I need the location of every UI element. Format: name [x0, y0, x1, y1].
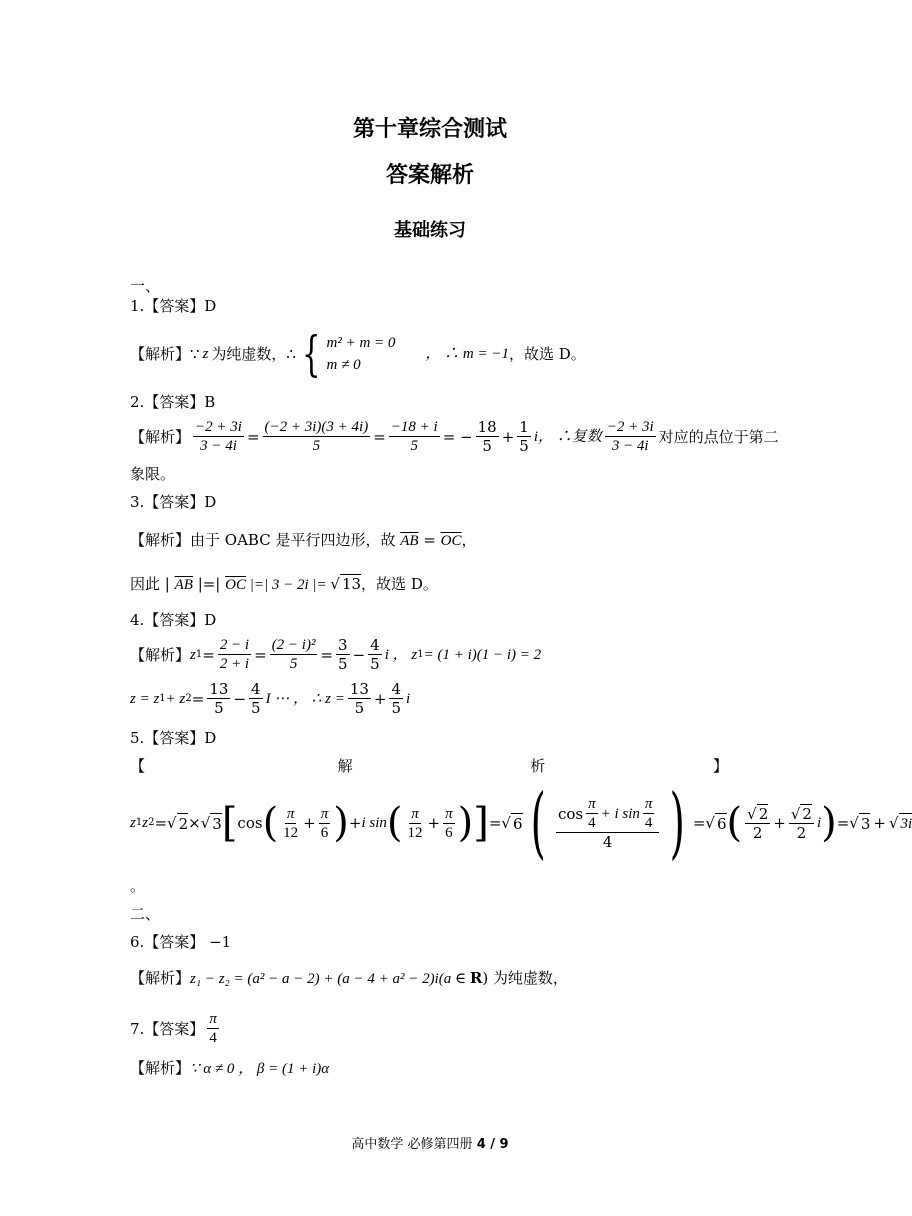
q7-frac: $\frac{\pi}{4}$	[209, 1011, 217, 1046]
q1-therefore: ∴	[286, 345, 296, 363]
q2-end: 对应的点位于第二	[658, 427, 779, 446]
q2-analysis	[130, 418, 779, 455]
q1-system	[296, 326, 396, 382]
q2-eq-2: =	[373, 427, 386, 446]
q4-frac7: $\frac{13}{5}$	[349, 680, 369, 717]
q5-heading: 【 解 析 】	[130, 757, 728, 775]
q7-answer: 7.【答案】 $\frac{\pi}{4}$	[130, 1011, 217, 1046]
vector-ab: $\overline{AB}$	[400, 533, 419, 549]
q2-minus: = −	[442, 427, 473, 446]
q1-brace: {	[302, 326, 321, 382]
q5-answer: 5.【答案】D	[130, 729, 217, 747]
chapter-title: 第十章综合测试	[352, 117, 507, 142]
q7-analysis: 【解析】∵ α ≠ 0 ， β = (1 + i)α	[130, 1059, 330, 1077]
q4-frac2: $\frac{\text{(2 − i)²}}{5}$	[271, 637, 316, 672]
q1-answer: 1.【答案】D	[130, 297, 217, 315]
q4-frac8: $\frac{4}{5}$	[391, 680, 402, 717]
q3-analysis: 【解析】由于 OABC 是平行四边形，故 $\overline{AB} = \overline{OC}$，	[130, 531, 477, 549]
vector-oc: $\overline{OC}$	[440, 533, 462, 549]
q4-frac4: $\frac{4}{5}$	[370, 636, 380, 673]
q2-line2: 象限。	[130, 465, 176, 483]
page-footer: 高中数学 必修第四册 4 / 9	[351, 1137, 509, 1152]
q1-z: z	[202, 346, 209, 362]
q1-eq2: m ≠ 0	[326, 357, 361, 373]
q2-plus: +	[501, 427, 515, 446]
q4-frac1: $\frac{2 - i}{2 + i}$	[219, 637, 250, 672]
q4-analysis: 【解析】 z 1 = $\frac{2 - i}{2 + i}$ = $\frac{\text{(2 − i)²}}{5}$ = $\frac{3}{5}$ − $\frac{4}{5}$ i ， z 1 = (1 + i)(1 − i) = 2	[130, 636, 542, 673]
q4-frac6: $\frac{4}{5}$	[251, 680, 261, 717]
q5-end: 。	[130, 877, 146, 895]
q2-frac3: $\frac{-18 + i}{5}$	[390, 419, 438, 454]
q3-answer: 3.【答案】D	[130, 493, 217, 511]
q3-sqrt: 13	[341, 575, 362, 593]
q1-because: ∵	[190, 345, 200, 363]
q6-analysis: 【解析】z₁ − z₂ = (a² − a − 2) + (a − 4 + a² − 2)i(a ∈ R) 为纯虚数，	[130, 969, 568, 987]
part-two-label: 二、	[130, 905, 161, 923]
q2-frac4: $\frac{18}{5}$	[477, 418, 497, 455]
section-heading: 基础练习	[394, 220, 466, 241]
answer-heading: 答案解析	[385, 163, 474, 188]
q4-answer: 4.【答案】D	[130, 611, 217, 629]
q2-frac5: $\frac{1}{5}$	[519, 418, 529, 455]
q5-formula: z 1 z 2 = √ 2 × √ 3 [ cos ( $\frac{\pi}{12}$ + $\frac{\pi}{6}$ ) + i sin ( $\frac{\pi}{12}$ + $\frac{\pi}{6}$ ) ] = √ 6 ( cos $\frac{\pi}{4}$ + i sin $\frac{\pi}{4}$ 4 ) = √ 6 ( $\frac{√ 2}{2}$ + $\frac{√ 2}{2}$ i ) = √ 3 + √ 3i	[130, 778, 912, 868]
q4-line2: z = z 1 + z 2 = $\frac{13}{5}$ − $\frac{4}{5}$ I ⋯ ， ∴ z = $\frac{13}{5}$ + $\frac{4}{5}$ i	[130, 680, 411, 717]
part-one-label: 一、	[130, 277, 161, 295]
page-number: 4 / 9	[476, 1137, 509, 1152]
q2-frac2: $\frac{(-2 + 3i)(3 + 4i)}{5}$	[264, 419, 369, 454]
q1-result: ， ∴ m = −1	[425, 346, 509, 362]
q4-frac5: $\frac{13}{5}$	[209, 680, 229, 717]
q6-answer: 6.【答案】 −1	[130, 933, 232, 951]
q1-end: ，故选 D。	[509, 345, 586, 363]
q1-tag: 【解析】	[130, 345, 191, 363]
q2-frac6: $\frac{-2 + 3i}{3 - 4i}$	[606, 419, 654, 454]
q3-line2: 因此 | $\overline{AB}$ |=| $\overline{OC}$ |=| 3 − 2i |= √ 13，故选 D。	[130, 575, 438, 593]
q2-frac1: $\frac{-2 + 3i}{3 - 4i}$	[195, 419, 242, 454]
q1-eq1: m² + m = 0	[326, 335, 396, 351]
q1-text: 为纯虚数，	[211, 345, 287, 363]
q4-frac3: $\frac{3}{5}$	[338, 636, 348, 673]
q2-tag: 【解析】	[130, 427, 191, 446]
q5-big-frac: cos $\frac{\pi}{4}$ + i sin $\frac{\pi}{4}$ 4	[556, 795, 659, 851]
q2-answer: 2.【答案】B	[130, 393, 216, 411]
q1-analysis	[130, 326, 586, 382]
q2-text: i， ∴复数	[533, 428, 602, 445]
q2-eq: =	[246, 427, 260, 446]
